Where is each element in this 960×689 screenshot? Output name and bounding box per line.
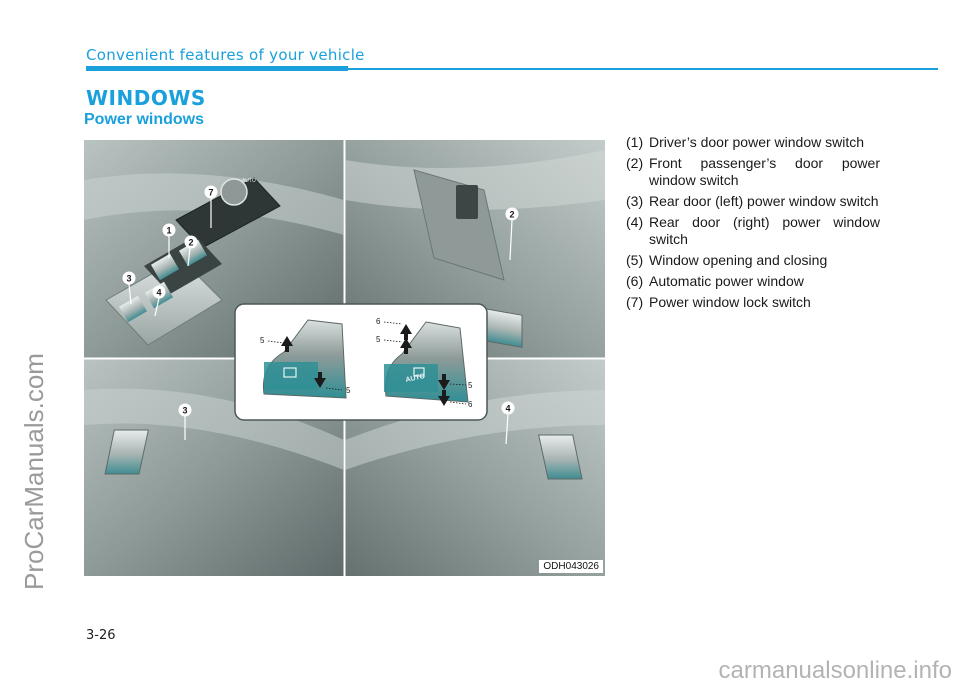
list-item xyxy=(626,252,880,269)
list-item-number: (1) xyxy=(626,134,644,150)
side-watermark: ProCarManuals.com xyxy=(19,353,49,590)
svg-text:AUTO: AUTO xyxy=(242,178,256,184)
list-item-text: Power window lock switch xyxy=(649,294,811,310)
callout-7: 7 xyxy=(208,187,214,198)
list-item-number: (4) xyxy=(626,214,644,230)
list-item-number: (6) xyxy=(626,273,644,289)
callout-passenger-2: 2 xyxy=(509,209,515,220)
callout-1: 1 xyxy=(166,225,172,236)
bottom-watermark: carmanualsonline.info xyxy=(718,657,952,684)
page-title: WINDOWS xyxy=(86,86,206,110)
component-list xyxy=(626,134,880,315)
callout-2: 2 xyxy=(188,237,194,248)
figure-code: ODH043026 xyxy=(539,560,603,573)
callout-rear-left-3: 3 xyxy=(182,405,188,416)
inset-label-5: 5 xyxy=(260,336,265,345)
list-item xyxy=(626,134,880,151)
list-item-number: (3) xyxy=(626,193,644,209)
section-header-rule xyxy=(348,68,938,70)
page-subtitle: Power windows xyxy=(84,111,205,128)
list-item-number: (7) xyxy=(626,294,644,310)
section-header-label: Convenient features of your vehicle xyxy=(86,46,365,64)
list-item xyxy=(626,193,880,210)
list-item-text: Rear door (right) power window switch xyxy=(649,214,880,247)
list-item-text: Automatic power window xyxy=(649,273,804,289)
switch-operation-inset xyxy=(235,304,487,420)
list-item xyxy=(626,273,880,290)
inset-label-5: 5 xyxy=(346,386,351,395)
inset-label-5: 5 xyxy=(468,381,473,390)
svg-text:AUTO: AUTO xyxy=(404,373,426,384)
page-number: 3-26 xyxy=(86,628,116,643)
list-item-text: Rear door (left) power window switch xyxy=(649,193,879,209)
list-item xyxy=(626,214,880,248)
list-item-text: Front passenger’s door power window switch xyxy=(649,155,880,188)
inset-label-5: 5 xyxy=(376,335,381,344)
callout-4: 4 xyxy=(156,287,162,298)
list-item xyxy=(626,155,880,189)
list-item-number: (5) xyxy=(626,252,644,268)
callout-rear-right-4: 4 xyxy=(505,403,511,414)
list-item xyxy=(626,294,880,311)
inset-label-6: 6 xyxy=(376,317,381,326)
section-header-bar xyxy=(86,66,348,71)
list-item-text: Driver’s door power window switch xyxy=(649,134,865,150)
inset-label-6: 6 xyxy=(468,400,473,409)
callout-3: 3 xyxy=(126,273,132,284)
power-window-figure xyxy=(84,140,605,576)
list-item-number: (2) xyxy=(626,155,644,171)
list-item-text: Window opening and closing xyxy=(649,252,828,268)
